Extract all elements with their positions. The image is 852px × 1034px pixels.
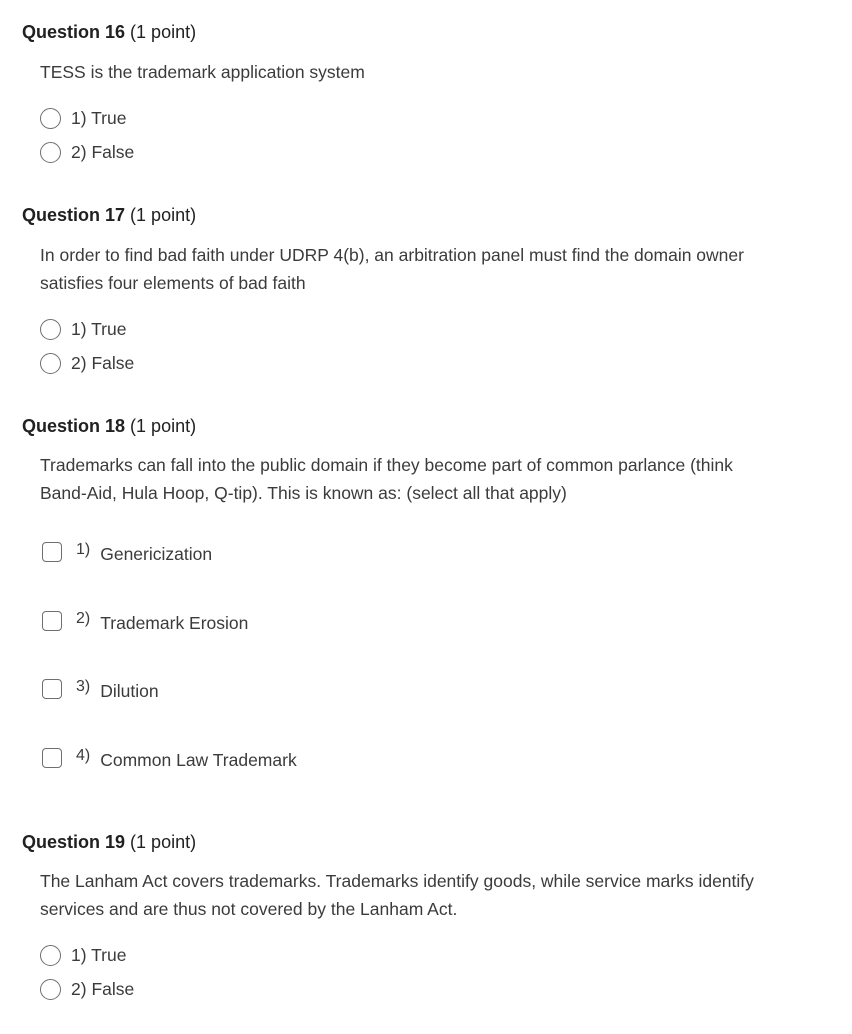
- question-points: (1 point): [130, 832, 197, 852]
- option-label: Trademark Erosion: [100, 612, 249, 633]
- question-19-prompt: The Lanham Act covers trademarks. Trademarks identify goods, while service marks identify services and are thus not covered by the Lanham Act.: [40, 871, 754, 919]
- question-title: Question 16: [22, 22, 126, 42]
- question-points: (1 point): [130, 416, 197, 436]
- question-16-header: [22, 21, 196, 43]
- question-18-prompt: Trademarks can fall into the public domain if they become part of common parlance (think Band-Aid, Hula Hoop, Q-tip). This is known as: (select all that apply): [40, 455, 733, 503]
- option-label: 1) True: [71, 318, 127, 339]
- option-label: 2) False: [71, 141, 135, 162]
- option-number: 1): [76, 541, 91, 558]
- checkbox[interactable]: [42, 542, 62, 562]
- radio-button[interactable]: [40, 945, 61, 966]
- question-17-option-1[interactable]: [40, 315, 126, 343]
- question-title: Question 19: [22, 832, 126, 852]
- option-label: 2) False: [71, 978, 135, 999]
- question-18-option-2[interactable]: [42, 607, 248, 635]
- option-label: 2) False: [71, 352, 135, 373]
- option-label: Genericization: [100, 543, 213, 564]
- option-label: 1) True: [71, 944, 127, 965]
- question-17-option-2[interactable]: [40, 349, 134, 377]
- radio-button[interactable]: [40, 979, 61, 1000]
- question-18-option-3[interactable]: [42, 675, 159, 703]
- question-points: (1 point): [130, 205, 197, 225]
- radio-button[interactable]: [40, 108, 61, 129]
- question-19-header: [22, 831, 196, 853]
- checkbox[interactable]: [42, 679, 62, 699]
- option-number: 3): [76, 678, 91, 695]
- checkbox[interactable]: [42, 748, 62, 768]
- option-label: Dilution: [100, 680, 159, 701]
- question-19-option-2[interactable]: [40, 975, 134, 1003]
- option-number: 2): [76, 610, 91, 627]
- radio-button[interactable]: [40, 142, 61, 163]
- radio-button[interactable]: [40, 353, 61, 374]
- question-title: Question 17: [22, 205, 126, 225]
- checkbox[interactable]: [42, 611, 62, 631]
- question-16-option-1[interactable]: [40, 104, 126, 132]
- question-points: (1 point): [130, 22, 197, 42]
- question-18-header: [22, 415, 196, 437]
- option-label: Common Law Trademark: [100, 749, 297, 770]
- question-18-option-1[interactable]: [42, 538, 212, 566]
- question-16-option-2[interactable]: [40, 138, 134, 166]
- question-17-header: [22, 204, 196, 226]
- radio-button[interactable]: [40, 319, 61, 340]
- question-16-prompt: TESS is the trademark application system: [40, 62, 365, 82]
- question-17-prompt: In order to find bad faith under UDRP 4(b), an arbitration panel must find the domain owner satisfies four elements of bad faith: [40, 245, 744, 293]
- option-number: 4): [76, 747, 91, 764]
- option-label: 1) True: [71, 107, 127, 128]
- question-19-option-1[interactable]: [40, 941, 126, 969]
- question-18-option-4[interactable]: [42, 744, 297, 772]
- question-title: Question 18: [22, 416, 126, 436]
